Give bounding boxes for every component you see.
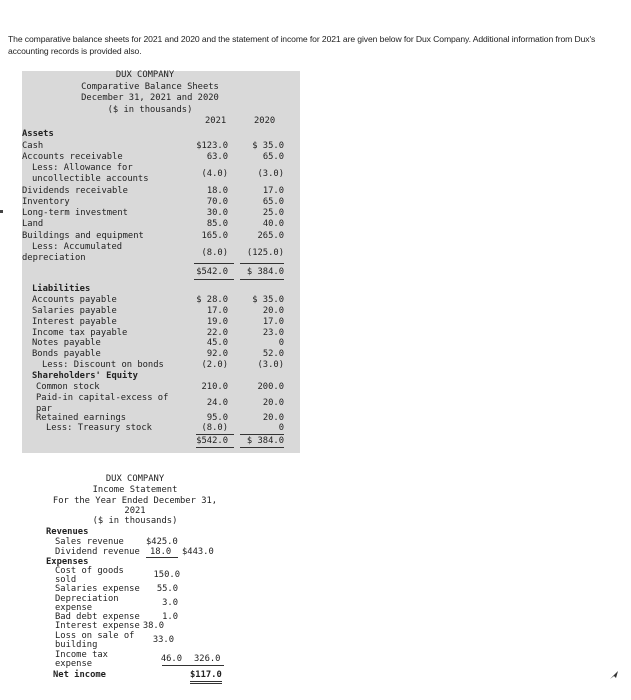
- liability-label: Bonds payable: [32, 349, 101, 359]
- assets-total-2021: $542.0: [196, 267, 228, 277]
- expense-value: 3.0: [162, 598, 178, 608]
- asset-2020: $ 35.0: [252, 141, 284, 151]
- equity-label: Paid-in capital-excess of: [36, 393, 169, 403]
- liabilities-total-2021: $542.0: [196, 436, 228, 446]
- equity-2020: 20.0: [262, 413, 284, 423]
- asset-label: Accounts receivable: [22, 152, 123, 162]
- equity-label: Retained earnings: [36, 413, 127, 423]
- asset-2021: (8.0): [201, 248, 228, 258]
- equity-2021: 95.0: [206, 413, 228, 423]
- liability-label: Interest payable: [32, 317, 117, 327]
- expense-label-cont: expense: [55, 603, 93, 613]
- double-underline: [196, 447, 234, 448]
- liability-2021: 22.0: [206, 328, 228, 338]
- asset-2020: (125.0): [246, 248, 284, 258]
- net-income-value: $117.0: [190, 670, 222, 680]
- underline: [146, 557, 178, 558]
- asset-2020: 17.0: [262, 186, 284, 196]
- expense-value: 38.0: [142, 621, 164, 631]
- equity-2020: 200.0: [257, 382, 284, 392]
- assets-total-2020: $ 384.0: [246, 267, 284, 277]
- asset-2021: 18.0: [206, 186, 228, 196]
- asset-label-cont: depreciation: [22, 253, 86, 263]
- asset-2021: 165.0: [201, 231, 228, 241]
- expense-value: 1.0: [162, 612, 178, 622]
- underline: [196, 434, 234, 435]
- liability-2020: 17.0: [262, 317, 284, 327]
- liabilities-heading: Liabilities: [32, 284, 91, 294]
- equity-2020: 20.0: [262, 398, 284, 408]
- revenues-total: $443.0: [182, 547, 214, 557]
- expense-label: Loss on sale of: [55, 631, 135, 641]
- asset-label: Less: Accumulated: [32, 242, 123, 252]
- bs-units: ($ in thousands): [107, 105, 193, 115]
- double-underline: [240, 447, 284, 448]
- intro-text: The comparative balance sheets for 2021 and 2020 and the statement of income for 2021 are given below for Dux Company. Additional information from Dux's accounting records is provided also.: [8, 34, 596, 56]
- margin-mark: [0, 210, 3, 213]
- asset-label: Land: [22, 219, 44, 229]
- asset-label: Dividends receivable: [22, 186, 128, 196]
- assets-heading: Assets: [22, 129, 54, 139]
- asset-label: Cash: [22, 141, 44, 151]
- double-underline: [194, 279, 234, 280]
- is-units: ($ in thousands): [92, 516, 178, 526]
- expense-label-cont: sold: [55, 575, 77, 585]
- asset-label: Less: Allowance for: [32, 163, 133, 173]
- underline: [194, 263, 234, 264]
- bs-col-2020: 2020: [254, 116, 276, 126]
- expense-label: Income tax: [55, 650, 108, 660]
- is-period: For the Year Ended December 31,: [52, 496, 218, 506]
- expenses-total: 326.0: [194, 654, 221, 664]
- expense-value: 33.0: [152, 635, 174, 645]
- expense-label: Cost of goods: [55, 566, 124, 576]
- asset-2021: 85.0: [206, 219, 228, 229]
- asset-label: Inventory: [22, 197, 70, 207]
- liability-2020: 0: [278, 338, 284, 348]
- equity-2021: (8.0): [201, 423, 228, 433]
- underline: [240, 434, 284, 435]
- asset-2021: 63.0: [206, 152, 228, 162]
- asset-2021: 30.0: [206, 208, 228, 218]
- expense-label: Interest expense: [55, 621, 140, 631]
- liability-label: Notes payable: [32, 338, 101, 348]
- expense-label: Salaries expense: [55, 584, 140, 594]
- asset-2021: $123.0: [196, 141, 228, 151]
- asset-2020: (3.0): [257, 169, 284, 179]
- liability-2020: (3.0): [257, 360, 284, 370]
- expense-value: 46.0: [160, 654, 182, 664]
- expense-value: 55.0: [156, 584, 178, 594]
- liability-2020: 52.0: [262, 349, 284, 359]
- asset-2020: 25.0: [262, 208, 284, 218]
- asset-2020: 65.0: [262, 152, 284, 162]
- expense-label: Bad debt expense: [55, 612, 140, 622]
- bs-title: Comparative Balance Sheets: [81, 82, 219, 92]
- bs-date: December 31, 2021 and 2020: [81, 93, 219, 103]
- asset-2021: (4.0): [201, 169, 228, 179]
- asset-2020: 265.0: [257, 231, 284, 241]
- equity-2021: 210.0: [201, 382, 228, 392]
- expense-value: 150.0: [153, 570, 180, 580]
- expenses-heading: Expenses: [46, 557, 89, 567]
- liability-2020: 20.0: [262, 306, 284, 316]
- liabilities-total-2020: $ 384.0: [246, 436, 284, 446]
- liability-2020: $ 35.0: [252, 295, 284, 305]
- asset-2020: 65.0: [262, 197, 284, 207]
- liability-label: Less: Discount on bonds: [42, 360, 164, 370]
- is-year: 2021: [124, 506, 146, 516]
- expense-label-cont: expense: [55, 659, 93, 669]
- revenues-heading: Revenues: [46, 527, 89, 537]
- expense-label: Depreciation: [55, 594, 119, 604]
- liability-2021: 19.0: [206, 317, 228, 327]
- equity-label: Less: Treasury stock: [46, 423, 152, 433]
- net-income-label: Net income: [53, 670, 106, 680]
- equity-2021: 24.0: [206, 398, 228, 408]
- asset-2020: 40.0: [262, 219, 284, 229]
- asset-label-cont: uncollectible accounts: [32, 174, 149, 184]
- bs-company: DUX COMPANY: [115, 70, 175, 80]
- double-underline: [190, 683, 222, 684]
- liability-2020: 23.0: [262, 328, 284, 338]
- sales-label: Sales revenue: [55, 537, 124, 547]
- expense-label-cont: building: [55, 640, 98, 650]
- equity-label: Common stock: [36, 382, 100, 392]
- asset-2021: 70.0: [206, 197, 228, 207]
- underline: [240, 263, 284, 264]
- equity-label-cont: par: [36, 404, 52, 414]
- double-underline: [190, 681, 222, 682]
- equity-heading: Shareholders' Equity: [32, 371, 138, 381]
- liability-2021: $ 28.0: [196, 295, 228, 305]
- sales-value: $425.0: [146, 537, 178, 547]
- underline: [162, 665, 224, 666]
- equity-2020: 0: [278, 423, 284, 433]
- dividend-value: 18.0: [150, 547, 172, 557]
- liability-label: Accounts payable: [32, 295, 117, 305]
- is-title: Income Statement: [92, 485, 178, 495]
- mouse-cursor-icon: [609, 670, 619, 680]
- liability-2021: (2.0): [201, 360, 228, 370]
- liability-2021: 92.0: [206, 349, 228, 359]
- liability-2021: 17.0: [206, 306, 228, 316]
- liability-label: Salaries payable: [32, 306, 117, 316]
- bs-col-2021: 2021: [205, 116, 227, 126]
- asset-label: Long-term investment: [22, 208, 128, 218]
- dividend-label: Dividend revenue: [55, 547, 140, 557]
- liability-2021: 45.0: [206, 338, 228, 348]
- liability-label: Income tax payable: [32, 328, 128, 338]
- is-company: DUX COMPANY: [105, 474, 165, 484]
- double-underline: [240, 279, 284, 280]
- asset-label: Buildings and equipment: [22, 231, 144, 241]
